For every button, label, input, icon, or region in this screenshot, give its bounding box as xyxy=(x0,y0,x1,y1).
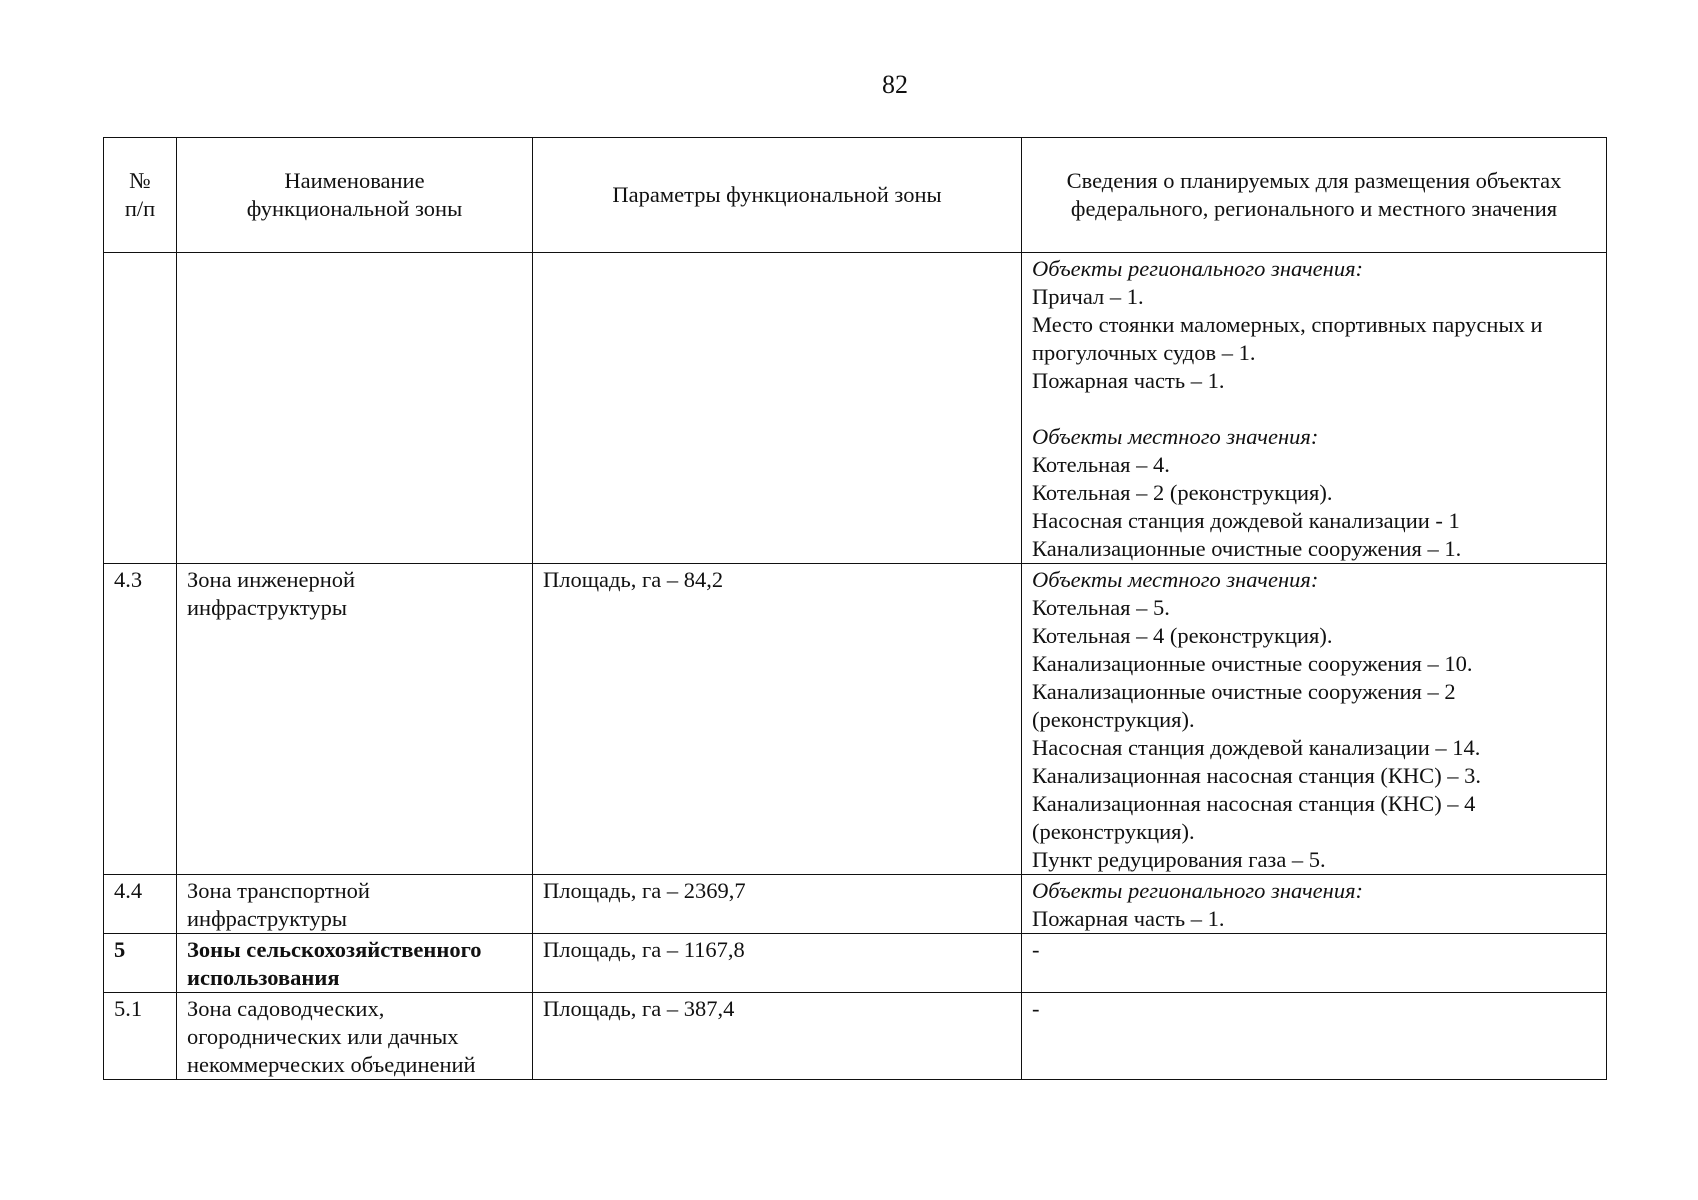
cell-zone-name xyxy=(177,253,533,564)
cell-zone-name xyxy=(177,875,533,934)
functional-zones-table xyxy=(103,137,1607,1080)
header-planned-objects xyxy=(1022,138,1607,253)
cell-zone-params xyxy=(533,253,1022,564)
header-planned-objects-line: федерального, регионального и местного значения xyxy=(1070,196,1558,221)
zone-name-line: огороднических или дачных xyxy=(187,1024,459,1049)
cell-number: 5.1 xyxy=(104,993,177,1080)
zone-name-line: Зоны сельскохозяйственного xyxy=(187,937,482,962)
cell-planned-objects xyxy=(1022,875,1607,934)
object-item: прогулочных судов – 1. xyxy=(1032,340,1256,365)
object-item: Насосная станция дождевой канализации - 1 xyxy=(1032,508,1460,533)
header-zone-name-line: Наименование xyxy=(284,168,425,193)
object-item: Пожарная часть – 1. xyxy=(1032,906,1225,931)
regional-objects-heading: Объекты регионального значения: xyxy=(1032,256,1364,281)
object-item: Канализационные очистные сооружения – 2 xyxy=(1032,679,1456,704)
cell-number xyxy=(104,253,177,564)
object-item: Насосная станция дождевой канализации – 14. xyxy=(1032,735,1481,760)
object-item: Канализационные очистные сооружения – 1. xyxy=(1032,536,1462,561)
cell-number: 5 xyxy=(104,934,177,993)
blank-line xyxy=(1032,395,1596,423)
table-row xyxy=(104,875,1607,934)
table-row xyxy=(104,993,1607,1080)
cell-zone-params: Площадь, га – 2369,7 xyxy=(533,875,1022,934)
object-item: Пожарная часть – 1. xyxy=(1032,368,1225,393)
regional-objects-heading: Объекты регионального значения: xyxy=(1032,878,1364,903)
cell-zone-params: Площадь, га – 84,2 xyxy=(533,564,1022,875)
cell-planned-objects xyxy=(1022,564,1607,875)
zone-name-line: Зона садоводческих, xyxy=(187,996,385,1021)
cell-planned-objects: - xyxy=(1022,934,1607,993)
header-planned-objects-line: Сведения о планируемых для размещения объектах xyxy=(1066,168,1562,193)
object-item: Канализационная насосная станция (КНС) – 3. xyxy=(1032,763,1482,788)
zone-name-line: использования xyxy=(187,965,340,990)
header-number-line: п/п xyxy=(124,196,156,221)
table-row xyxy=(104,564,1607,875)
cell-planned-objects xyxy=(1022,253,1607,564)
cell-number: 4.4 xyxy=(104,875,177,934)
table-row xyxy=(104,253,1607,564)
object-item: (реконструкция). xyxy=(1032,819,1195,844)
zone-name-line: инфраструктуры xyxy=(187,906,347,931)
local-objects-heading: Объекты местного значения: xyxy=(1032,424,1319,449)
object-item: Котельная – 2 (реконструкция). xyxy=(1032,480,1333,505)
object-item: Котельная – 4. xyxy=(1032,452,1170,477)
header-number xyxy=(104,138,177,253)
cell-zone-name xyxy=(177,934,533,993)
object-item: Пункт редуцирования газа – 5. xyxy=(1032,847,1326,872)
header-zone-params-line: Параметры функциональной зоны xyxy=(612,182,942,207)
page-number: 82 xyxy=(882,70,908,99)
header-zone-name xyxy=(177,138,533,253)
header-number-line: № xyxy=(129,168,151,193)
cell-zone-name xyxy=(177,564,533,875)
local-objects-heading: Объекты местного значения: xyxy=(1032,567,1319,592)
object-item: Канализационная насосная станция (КНС) – 4 xyxy=(1032,791,1476,816)
zone-name-line: Зона транспортной xyxy=(187,878,370,903)
cell-planned-objects: - xyxy=(1022,993,1607,1080)
zone-name-line: инфраструктуры xyxy=(187,595,347,620)
cell-number: 4.3 xyxy=(104,564,177,875)
table-row xyxy=(104,934,1607,993)
zone-name-line: Зона инженерной xyxy=(187,567,356,592)
object-item: Котельная – 4 (реконструкция). xyxy=(1032,623,1333,648)
zone-name-line: некоммерческих объединений xyxy=(187,1052,476,1077)
header-zone-params xyxy=(533,138,1022,253)
object-item: Котельная – 5. xyxy=(1032,595,1170,620)
object-item: Причал – 1. xyxy=(1032,284,1144,309)
cell-zone-params: Площадь, га – 1167,8 xyxy=(533,934,1022,993)
object-item: Канализационные очистные сооружения – 10. xyxy=(1032,651,1473,676)
cell-zone-name xyxy=(177,993,533,1080)
header-zone-name-line: функциональной зоны xyxy=(246,196,463,221)
object-item: Место стоянки маломерных, спортивных парусных и xyxy=(1032,312,1543,337)
object-item: (реконструкция). xyxy=(1032,707,1195,732)
cell-zone-params: Площадь, га – 387,4 xyxy=(533,993,1022,1080)
table-header-row xyxy=(104,138,1607,253)
